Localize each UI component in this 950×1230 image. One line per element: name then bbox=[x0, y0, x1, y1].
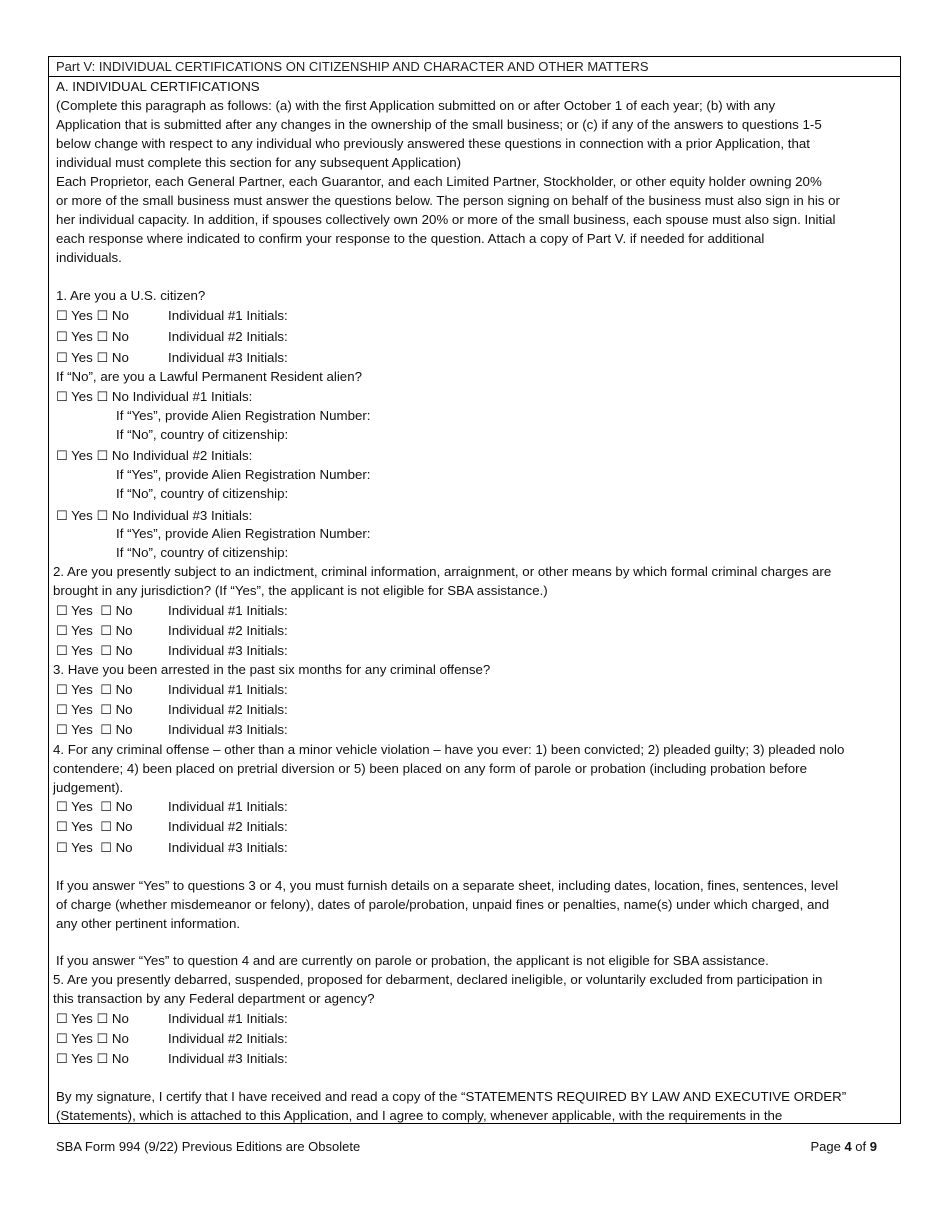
q1-row-3 bbox=[56, 348, 900, 367]
yes-checkbox[interactable]: ☐ bbox=[56, 509, 68, 524]
initials-label: Individual #3 Initials: bbox=[168, 1051, 288, 1066]
intro-line: each response where indicated to confirm your response to the question. Attach a copy of Part V. if needed for additional bbox=[56, 231, 765, 246]
q4-row-2 bbox=[56, 817, 900, 836]
intro-line: or more of the small business must answer the questions below. The person signing on behalf of the business must also sign in his or bbox=[56, 193, 840, 208]
no-label: No bbox=[111, 448, 129, 463]
no-checkbox[interactable]: ☐ bbox=[100, 624, 112, 639]
no-checkbox[interactable]: ☐ bbox=[100, 703, 112, 718]
no-label: No bbox=[115, 623, 133, 638]
q3-question: 3. Have you been arrested in the past six months for any criminal offense? bbox=[53, 662, 491, 677]
yes-label: Yes bbox=[71, 1011, 93, 1026]
page-of: of bbox=[855, 1139, 867, 1154]
initials-label: Individual #2 Initials: bbox=[168, 623, 288, 638]
intro-line: her individual capacity. In addition, if spouses collectively own 20% or more of the small business, each spouse must also sign. Initial bbox=[56, 212, 836, 227]
no-label: No bbox=[111, 1031, 129, 1046]
initials-label: Individual #1 Initials: bbox=[168, 799, 288, 814]
yes-label: Yes bbox=[71, 643, 93, 658]
initials-label: Individual #3 Initials: bbox=[168, 722, 288, 737]
yes-checkbox[interactable]: ☐ bbox=[56, 604, 68, 619]
yes-label: Yes bbox=[71, 682, 93, 697]
note-line: If you answer “Yes” to questions 3 or 4, you must furnish details on a separate sheet, including dates, location, fines, sentences, level bbox=[56, 878, 839, 893]
yes-checkbox[interactable]: ☐ bbox=[56, 841, 68, 856]
q5-question-line: 5. Are you presently debarred, suspended, proposed for debarment, declared ineligible, or voluntarily excluded from participation in bbox=[53, 972, 823, 987]
yes-checkbox[interactable]: ☐ bbox=[56, 309, 68, 324]
initials-label: Individual #1 Initials: bbox=[168, 1011, 288, 1026]
no-checkbox[interactable]: ☐ bbox=[100, 683, 112, 698]
no-label: No bbox=[115, 819, 133, 834]
initials-label: Individual #3 Initials: bbox=[168, 840, 288, 855]
no-checkbox[interactable]: ☐ bbox=[96, 1052, 109, 1067]
yes-label: Yes bbox=[71, 840, 93, 855]
q4-row-1 bbox=[56, 797, 900, 816]
form-frame bbox=[48, 56, 901, 1124]
yes-checkbox[interactable]: ☐ bbox=[56, 351, 68, 366]
no-checkbox[interactable]: ☐ bbox=[100, 841, 112, 856]
signature-statement-line: By my signature, I certify that I have received and read a copy of the “STATEMENTS REQUIRED BY LAW AND EXECUTIVE ORDER” bbox=[56, 1089, 847, 1104]
initials-label: Individual #1 Initials: bbox=[132, 389, 253, 404]
q2-row-3 bbox=[56, 641, 900, 660]
no-label: No bbox=[111, 389, 129, 404]
alien-registration-label: If “Yes”, provide Alien Registration Number: bbox=[116, 408, 371, 423]
initials-label: Individual #3 Initials: bbox=[132, 508, 253, 523]
q5-row-3 bbox=[56, 1049, 900, 1068]
yes-label: Yes bbox=[71, 623, 93, 638]
no-label: No bbox=[111, 508, 129, 523]
no-label: No bbox=[115, 722, 133, 737]
initials-label: Individual #2 Initials: bbox=[168, 1031, 288, 1046]
no-checkbox[interactable]: ☐ bbox=[96, 330, 109, 345]
initials-label: Individual #1 Initials: bbox=[168, 682, 288, 697]
yes-label: Yes bbox=[71, 1031, 93, 1046]
initials-label: Individual #3 Initials: bbox=[168, 350, 288, 365]
yes-checkbox[interactable]: ☐ bbox=[56, 820, 68, 835]
q2-row-1 bbox=[56, 601, 900, 620]
no-label: No bbox=[115, 682, 133, 697]
yes-checkbox[interactable]: ☐ bbox=[56, 330, 68, 345]
q3-row-3 bbox=[56, 720, 900, 739]
yes-checkbox[interactable]: ☐ bbox=[56, 1052, 68, 1067]
no-checkbox[interactable]: ☐ bbox=[96, 449, 109, 464]
yes-label: Yes bbox=[71, 508, 93, 523]
q1-lpr-question: If “No”, are you a Lawful Permanent Resident alien? bbox=[56, 369, 362, 384]
yes-checkbox[interactable]: ☐ bbox=[56, 800, 68, 815]
no-label: No bbox=[115, 702, 133, 717]
yes-label: Yes bbox=[71, 448, 93, 463]
q5-row-1 bbox=[56, 1009, 900, 1028]
yes-label: Yes bbox=[71, 308, 93, 323]
yes-checkbox[interactable]: ☐ bbox=[56, 644, 68, 659]
yes-label: Yes bbox=[71, 819, 93, 834]
no-label: No bbox=[115, 799, 133, 814]
note-parole: If you answer “Yes” to question 4 and are currently on parole or probation, the applicant is not eligible for SBA assistance. bbox=[56, 953, 769, 968]
q1-question: 1. Are you a U.S. citizen? bbox=[56, 288, 206, 303]
initials-label: Individual #1 Initials: bbox=[168, 603, 288, 618]
no-checkbox[interactable]: ☐ bbox=[100, 604, 112, 619]
no-checkbox[interactable]: ☐ bbox=[100, 820, 112, 835]
country-citizenship-label: If “No”, country of citizenship: bbox=[116, 427, 289, 442]
no-checkbox[interactable]: ☐ bbox=[96, 1012, 109, 1027]
form-identifier: SBA Form 994 (9/22) Previous Editions are Obsolete bbox=[56, 1139, 361, 1154]
intro-line: Application that is submitted after any changes in the ownership of the small business; or (c) if any of the answers to questions 1-5 bbox=[56, 117, 822, 132]
yes-label: Yes bbox=[71, 603, 93, 618]
yes-checkbox[interactable]: ☐ bbox=[56, 683, 68, 698]
yes-label: Yes bbox=[71, 389, 93, 404]
yes-checkbox[interactable]: ☐ bbox=[56, 1032, 68, 1047]
q5-row-2 bbox=[56, 1029, 900, 1048]
no-label: No bbox=[111, 1011, 129, 1026]
yes-checkbox[interactable]: ☐ bbox=[56, 703, 68, 718]
intro-line: (Complete this paragraph as follows: (a) with the first Application submitted on or after October 1 of each year; (b) with any bbox=[56, 98, 776, 113]
q2-question-line: brought in any jurisdiction? (If “Yes”, the applicant is not eligible for SBA assistance.) bbox=[53, 583, 548, 598]
q4-question-line: judgement). bbox=[53, 780, 124, 795]
lpr-row-2 bbox=[56, 446, 900, 465]
yes-label: Yes bbox=[71, 1051, 93, 1066]
alien-registration-label: If “Yes”, provide Alien Registration Number: bbox=[116, 467, 371, 482]
note-line: any other pertinent information. bbox=[56, 916, 241, 931]
alien-registration-label: If “Yes”, provide Alien Registration Number: bbox=[116, 526, 371, 541]
q4-question-line: contendere; 4) been placed on pretrial diversion or 5) been placed on any form of parole or probation (including probation before bbox=[53, 761, 807, 776]
q1-row-1 bbox=[56, 306, 900, 325]
intro-line: individual must complete this section for any subsequent Application) bbox=[56, 155, 462, 170]
yes-checkbox[interactable]: ☐ bbox=[56, 624, 68, 639]
q1-row-2 bbox=[56, 327, 900, 346]
no-checkbox[interactable]: ☐ bbox=[100, 644, 112, 659]
no-checkbox[interactable]: ☐ bbox=[96, 309, 109, 324]
yes-checkbox[interactable]: ☐ bbox=[56, 449, 68, 464]
page-word: Page bbox=[810, 1139, 841, 1154]
country-citizenship-label: If “No”, country of citizenship: bbox=[116, 545, 289, 560]
initials-label: Individual #2 Initials: bbox=[168, 329, 288, 344]
no-label: No bbox=[111, 350, 129, 365]
no-label: No bbox=[115, 603, 133, 618]
initials-label: Individual #2 Initials: bbox=[168, 819, 288, 834]
q4-row-3 bbox=[56, 838, 900, 857]
yes-label: Yes bbox=[71, 702, 93, 717]
country-citizenship-label: If “No”, country of citizenship: bbox=[116, 486, 289, 501]
yes-label: Yes bbox=[71, 722, 93, 737]
page-total: 9 bbox=[869, 1139, 877, 1154]
page-number bbox=[810, 1139, 877, 1154]
yes-checkbox[interactable]: ☐ bbox=[56, 1012, 68, 1027]
no-checkbox[interactable]: ☐ bbox=[100, 800, 112, 815]
q3-row-1 bbox=[56, 680, 900, 699]
initials-label: Individual #2 Initials: bbox=[168, 702, 288, 717]
no-checkbox[interactable]: ☐ bbox=[100, 723, 112, 738]
initials-label: Individual #3 Initials: bbox=[168, 643, 288, 658]
lpr-row-3 bbox=[56, 506, 900, 525]
no-checkbox[interactable]: ☐ bbox=[96, 390, 109, 405]
yes-label: Yes bbox=[71, 799, 93, 814]
q2-row-2 bbox=[56, 621, 900, 640]
section-header: Part V: INDIVIDUAL CERTIFICATIONS ON CITIZENSHIP AND CHARACTER AND OTHER MATTERS bbox=[49, 57, 900, 77]
no-checkbox[interactable]: ☐ bbox=[96, 351, 109, 366]
q3-row-2 bbox=[56, 700, 900, 719]
initials-label: Individual #1 Initials: bbox=[168, 308, 288, 323]
note-line: of charge (whether misdemeanor or felony), dates of parole/probation, unpaid fines or penalties, name(s) under which charged, and bbox=[56, 897, 830, 912]
q4-question-line: 4. For any criminal offense – other than a minor vehicle violation – have you ever: 1) been convicted; 2) pleaded guilty; 3) pleaded nolo bbox=[53, 742, 845, 757]
initials-label: Individual #2 Initials: bbox=[132, 448, 253, 463]
yes-checkbox[interactable]: ☐ bbox=[56, 390, 68, 405]
no-checkbox[interactable]: ☐ bbox=[96, 1032, 109, 1047]
no-label: No bbox=[115, 840, 133, 855]
no-checkbox[interactable]: ☐ bbox=[96, 509, 109, 524]
signature-statement-line: (Statements), which is attached to this Application, and I agree to comply, whenever applicable, with the requirements in the bbox=[56, 1108, 783, 1123]
yes-label: Yes bbox=[71, 350, 93, 365]
page-current: 4 bbox=[844, 1139, 852, 1154]
intro-line: individuals. bbox=[56, 250, 122, 265]
no-label: No bbox=[115, 643, 133, 658]
intro-line: below change with respect to any individual who previously answered these questions in connection with a prior Application, that bbox=[56, 136, 810, 151]
lpr-row-1 bbox=[56, 387, 900, 406]
subsection-title: A. INDIVIDUAL CERTIFICATIONS bbox=[56, 79, 260, 94]
yes-checkbox[interactable]: ☐ bbox=[56, 723, 68, 738]
yes-label: Yes bbox=[71, 329, 93, 344]
q5-question-line: this transaction by any Federal department or agency? bbox=[53, 991, 375, 1006]
no-label: No bbox=[111, 308, 129, 323]
no-label: No bbox=[111, 329, 129, 344]
q2-question-line: 2. Are you presently subject to an indictment, criminal information, arraignment, or other means by which formal criminal charges are bbox=[53, 564, 832, 579]
intro-line: Each Proprietor, each General Partner, each Guarantor, and each Limited Partner, Stockholder, or other equity holder owning 20% bbox=[56, 174, 822, 189]
no-label: No bbox=[111, 1051, 129, 1066]
